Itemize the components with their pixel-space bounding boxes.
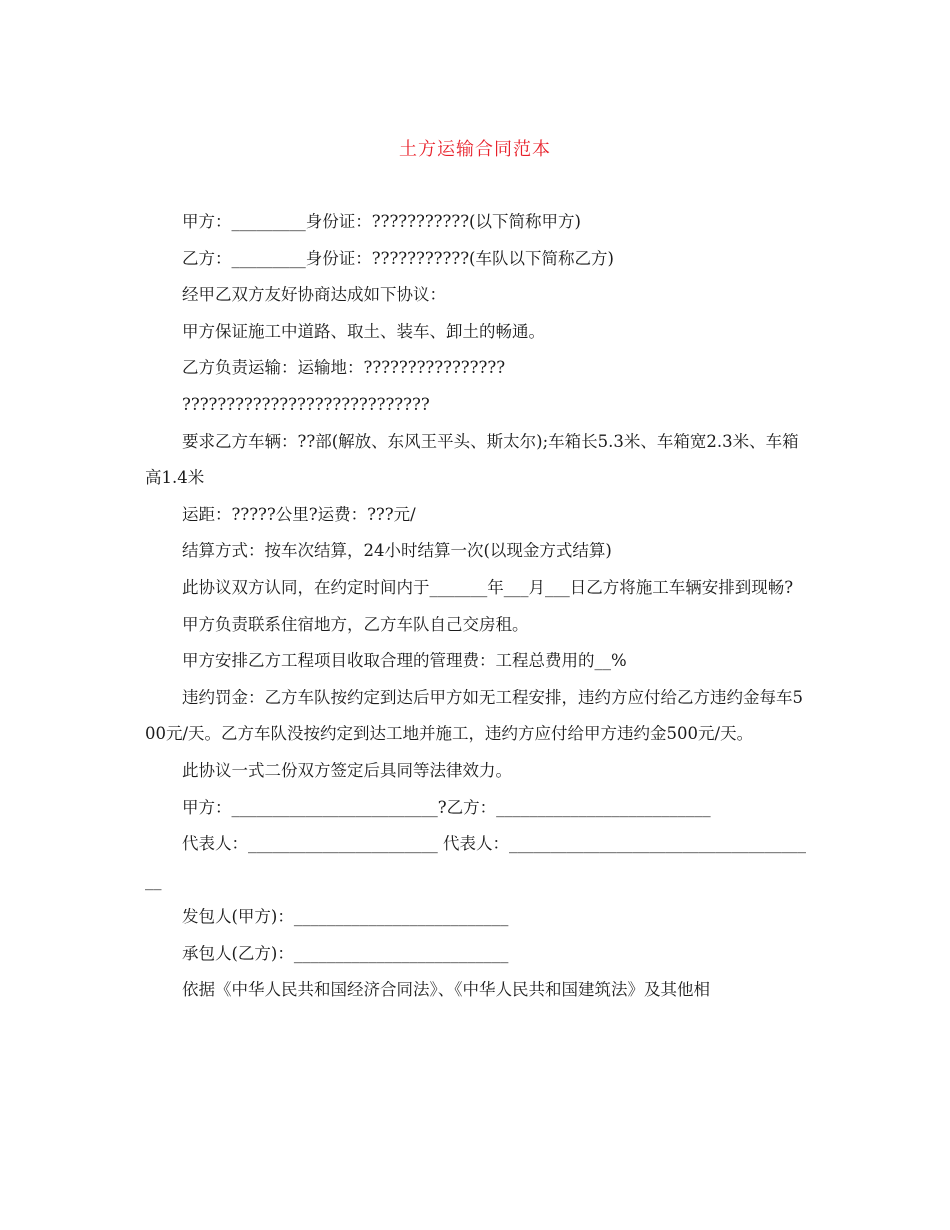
agreement-intro: 经甲乙双方友好协商达成如下协议： — [182, 285, 446, 305]
clause-management-fee: 甲方安排乙方工程项目收取合理的管理费：工程总费用的__% — [182, 651, 627, 671]
document-title: 土方运输合同范本 — [399, 139, 551, 160]
signature-contractor-a: 发包人(甲方)：__________________________ — [182, 907, 509, 927]
clause-penalty: 违约罚金：乙方车队按约定到达后甲方如无工程安排，违约方应付给乙方违约金每车500元/天。乙方车队没按约定到达工地并施工，违约方应付给甲方违约金500元/天。 — [145, 687, 803, 744]
clause-copies: 此协议一式二份双方签定后具同等法律效力。 — [182, 760, 512, 780]
legal-basis: 依据《中华人民共和国经济合同法》、《中华人民共和国建筑法》及其他相 — [182, 980, 710, 1000]
signature-contractor-b: 承包人(乙方)：__________________________ — [182, 943, 509, 963]
party-b-line: 乙方：_________身份证：???????????(车队以下简称乙方) — [182, 248, 614, 268]
clause-settlement: 结算方式：按车次结算，24小时结算一次(以现金方式结算) — [182, 541, 612, 561]
signature-representatives: 代表人：_______________________ 代表人：______________________________________ — [145, 834, 806, 890]
clause-transport-location: 乙方负责运输：运输地：???????????????? — [182, 358, 506, 378]
clause-accommodation: 甲方负责联系住宿地方，乙方车队自己交房租。 — [182, 614, 529, 634]
signature-parties: 甲方：_________________________?乙方：__________________________ — [182, 797, 711, 817]
clause-road-access: 甲方保证施工中道路、取土、装车、卸土的畅通。 — [182, 321, 545, 341]
clause-arrival-date: 此协议双方认同，在约定时间内于_______年___月___日乙方将施工车辆安排到现畅? — [182, 577, 794, 597]
party-a-line: 甲方：_________身份证：???????????(以下简称甲方) — [182, 212, 581, 231]
clause-vehicle-requirements: 要求乙方车辆：??部(解放、东风王平头、斯太尔);车箱长5.3米、车箱宽2.3米、车箱高1.4米 — [145, 431, 799, 488]
document-body — [145, 204, 810, 1009]
clause-transport-location-continued: ???????????????????????????? — [182, 394, 430, 414]
clause-distance-fee: 运距：?????公里?运费：???元/ — [182, 504, 416, 524]
